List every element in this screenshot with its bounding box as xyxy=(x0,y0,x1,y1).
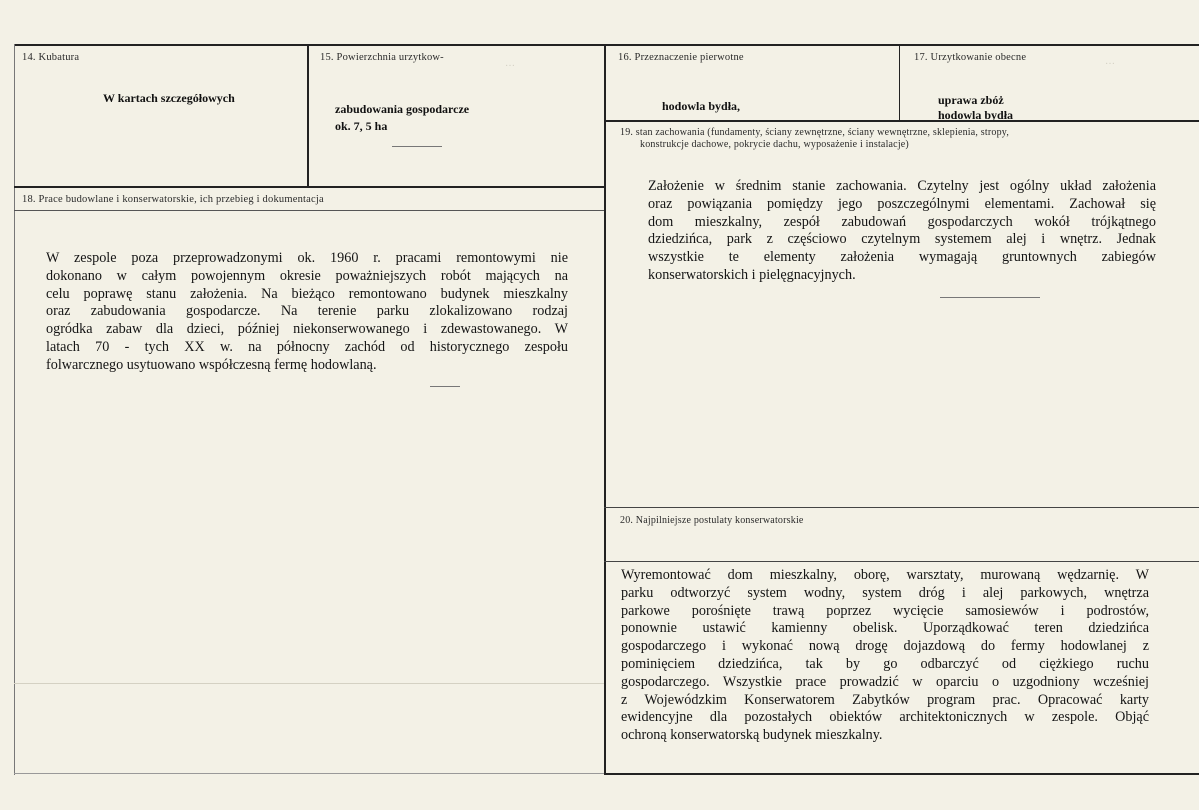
faint-rule xyxy=(14,683,604,684)
field-20-line: gospodarczego. Wszystkie prace prowadzić w oparciu o uzgodniony wcześniej xyxy=(621,673,1149,690)
field-16-label: 16. Przeznaczenie pierwotne xyxy=(618,52,744,63)
field-15-value-line-2: ok. 7, 5 ha xyxy=(335,119,388,133)
show-through-mark: … xyxy=(1105,56,1115,67)
field-16-value: hodowla bydła, xyxy=(662,99,741,113)
show-through-mark: … xyxy=(505,58,515,69)
rule-under-14-15 xyxy=(14,186,604,188)
field-15-value-line-1: zabudowania gospodarcze xyxy=(335,102,470,116)
field-20-line: parkowe porośnięte trawą poprzez wycięcie samosiewów i podrostów, xyxy=(621,602,1149,619)
field-14-label: 14. Kubatura xyxy=(22,52,80,63)
underline-mark xyxy=(430,386,460,387)
rule-under-16-17 xyxy=(604,120,1199,122)
field-18-text xyxy=(46,250,568,375)
field-20-line: pominięciem dziedzińca, tak by go odbarczyć od ciężkiego ruchu xyxy=(621,655,1149,672)
bottom-rule-left xyxy=(14,773,604,774)
field-14-value: W kartach szczegółowych xyxy=(103,91,235,105)
top-rule xyxy=(14,44,1199,46)
field-18-line: folwarcznego usytuowano współczesną fermę hodowlaną. xyxy=(46,356,377,373)
field-18-line: latach 70 - tych XX w. na północny zachód od historycznego zespołu xyxy=(46,338,568,355)
field-19-line: oraz powiązania pomiędzy jego poszczególnymi elementami. Zachował się xyxy=(648,195,1156,212)
divider-16-17 xyxy=(899,44,900,120)
field-20-line: gospodarczego i wykonać nową drogę dojazdową do fermy hodowlanej z xyxy=(621,638,1149,655)
left-border xyxy=(14,44,15,775)
field-19-label-line-1: 19. stan zachowania (fundamenty, ściany zewnętrzne, ściany wewnętrzne, sklepienia, stropy, xyxy=(620,127,1010,138)
field-20-text xyxy=(621,567,1149,745)
field-20-label: 20. Najpilniejsze postulaty konserwatorskie xyxy=(620,515,804,526)
field-18-line: oraz zabudowania gospodarcze. Na terenie parku zlokalizowano rodzaj xyxy=(46,303,568,320)
field-18-line: celu poprawę stanu założenia. Na bieżąco remontowano budynek mieszkalny xyxy=(46,285,568,302)
field-20-line: parku odtworzyć system wodny, system dróg i alej parkowych, wnętrza xyxy=(621,584,1149,601)
field-19-line: dom mieszkalny, zespół zabudowań gospodarczych wokół trójkątnego xyxy=(648,213,1156,230)
field-20-line: ewidencyjne dla pozostałych obiektów architektonicznych w zespole. Objąć xyxy=(621,709,1149,726)
field-20-line: z Wojewódzkim Konserwatorem Zabytków program prac. Opracować karty xyxy=(621,691,1149,708)
rule-under-20-label xyxy=(604,561,1199,562)
field-19-line: konserwatorskich i pielęgnacyjnych. xyxy=(648,266,856,283)
field-17-value-line-1: uprawa zbóż xyxy=(938,93,1004,107)
field-19-text xyxy=(648,178,1156,285)
field-20-line: ponownie ustawić kamienny obelisk. Uporządkować teren dziedzińca xyxy=(621,620,1149,637)
field-18-line: ogródka zabaw dla dzieci, później niekonserwowanego i zdewastowanego. W xyxy=(46,321,568,338)
divider-left-right xyxy=(604,44,606,775)
field-15-label: 15. Powierzchnia urzytkow- xyxy=(320,52,444,63)
field-18-line: W zespole poza przeprowadzonymi ok. 1960 r. pracami remontowymi nie xyxy=(46,250,568,266)
rule-under-18-label xyxy=(14,210,604,211)
bottom-rule-right xyxy=(604,773,1199,775)
rule-above-20 xyxy=(604,507,1199,508)
field-19-line: Założenie w średnim stanie zachowania. Czytelny jest ogólny układ założenia xyxy=(648,178,1156,194)
field-20-line: Wyremontować dom mieszkalny, oborę, warsztaty, murowaną wędzarnię. W xyxy=(621,567,1149,583)
field-20-line: ochroną konserwatorską budynek mieszkalny. xyxy=(621,727,883,744)
field-18-line: dokonano w całym powojennym okresie poważniejszych robót mających na xyxy=(46,267,568,284)
underline-mark xyxy=(392,146,442,147)
field-19-label-line-2: konstrukcje dachowe, pokrycie dachu, wyposażenie i instalacje) xyxy=(640,139,909,150)
underline-mark xyxy=(940,297,1040,298)
divider-14-15 xyxy=(307,44,309,186)
field-17-value-line-2: hodowla bydła xyxy=(938,108,1014,122)
field-19-line: wszystkie te elementy założenia wymagają gruntownych zabiegów xyxy=(648,249,1156,266)
field-17-label: 17. Urzytkowanie obecne xyxy=(914,52,1027,63)
field-19-line: dziedzińca, park z częściowo czytelnym systemem alej i wnętrz. Jednak xyxy=(648,231,1156,248)
field-18-label: 18. Prace budowlane i konserwatorskie, ich przebieg i dokumentacja xyxy=(22,194,324,205)
